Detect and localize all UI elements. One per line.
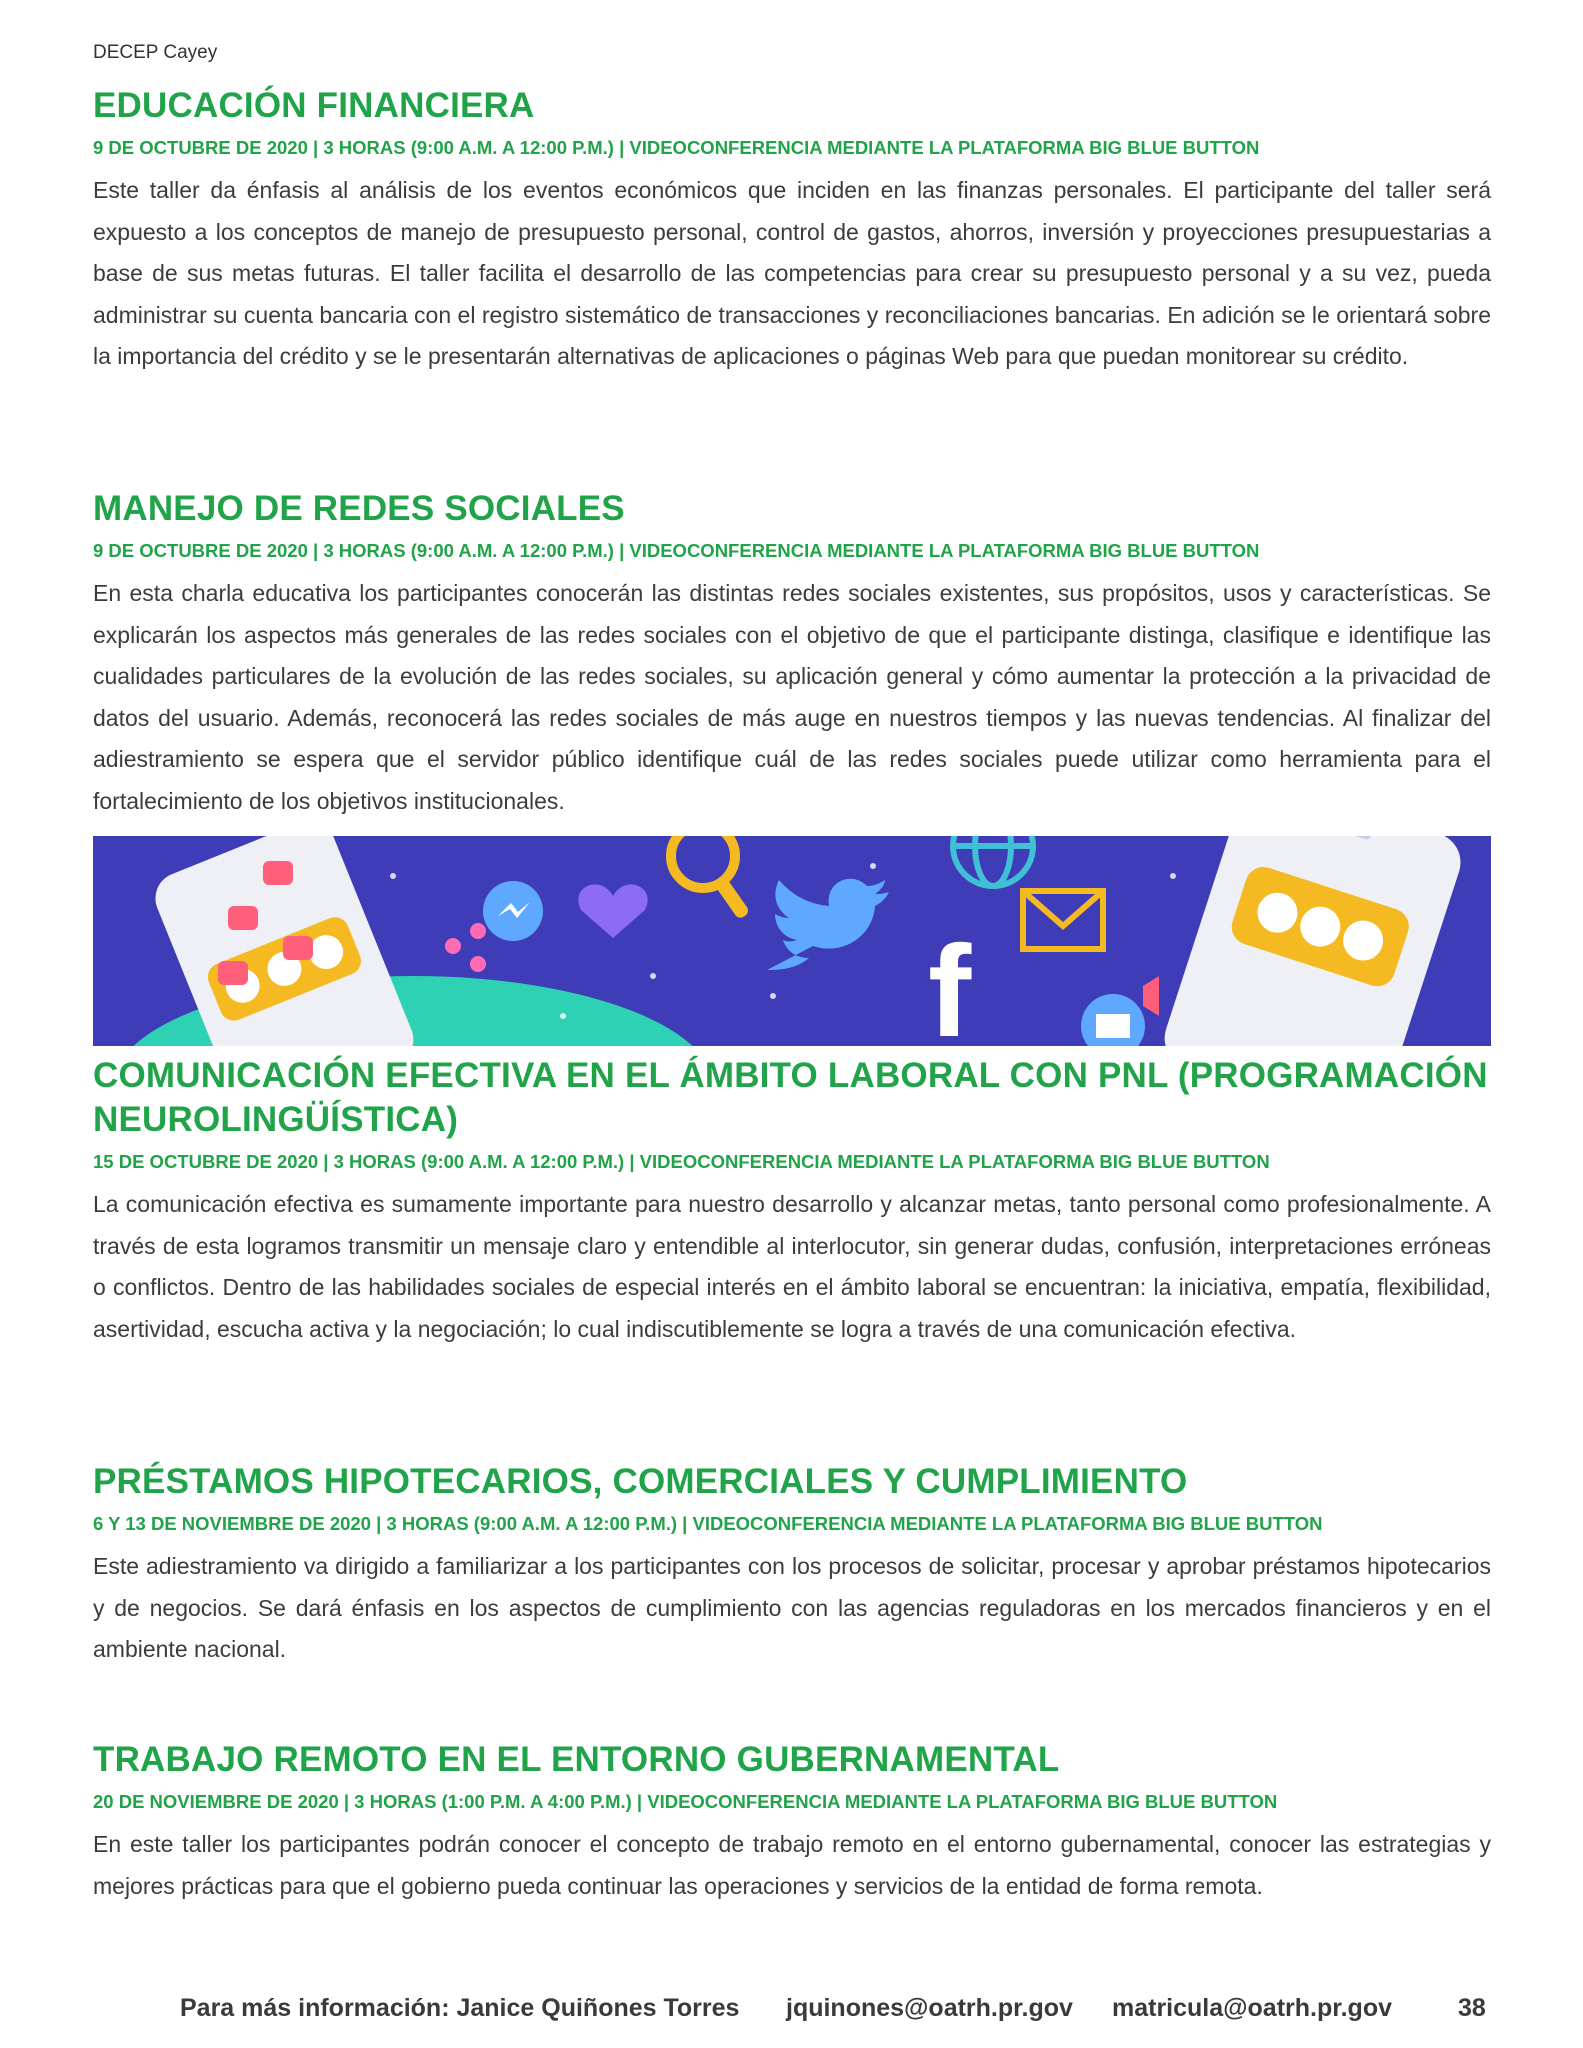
section-prestamos-hipotecarios (93, 1460, 1491, 1671)
social-media-illustration (93, 836, 1491, 1046)
section-trabajo-remoto (93, 1738, 1491, 1907)
footer-email-jquinones[interactable]: jquinones@oatrh.pr.gov (786, 1994, 1073, 2022)
section-meta: 9 DE OCTUBRE DE 2020 | 3 HORAS (9:00 A.M. A 12:00 P.M.) | VIDEOCONFERENCIA MEDIANTE LA PLATAFORMA BIG BLUE BUTTON (93, 137, 1260, 158)
header-label: DECEP Cayey (93, 42, 218, 63)
section-manejo-redes-sociales (93, 487, 1491, 822)
section-title: TRABAJO REMOTO EN EL ENTORNO GUBERNAMENTAL (93, 1740, 1060, 1779)
section-body: Este adiestramiento va dirigido a familiarizar a los participantes con los procesos de solicitar, procesar y aprobar préstamos hipotecarios y de negocios. Se dará énfasis en los aspectos de cumplimiento con las agencias reguladoras en los mercados financieros y en el ambiente nacional. (93, 1553, 1491, 1662)
section-body: En esta charla educativa los participantes conocerán las distintas redes sociales existentes, sus propósitos, usos y características. Se explicarán los aspectos más generales de las redes sociales con el objetivo de que el participante distinga, clasifique e identifique las cualidades particulares de la evolución de las redes sociales, su aplicación general y cómo aumentar la protección a la privacidad de datos del usuario. Además, reconocerá las redes sociales de más auge en nuestros tiempos y las nuevas tendencias. Al finalizar del adiestramiento se espera que el servidor público identifique cuál de las redes sociales puede utilizar como herramienta para el fortalecimiento de los objetivos institucionales. (93, 580, 1491, 814)
section-comunicacion-efectiva (93, 1054, 1491, 1350)
section-body: La comunicación efectiva es sumamente importante para nuestro desarrollo y alcanzar metas, tanto personal como profesionalmente. A través de esta logramos transmitir un mensaje claro y entendible al interlocutor, sin generar dudas, confusión, interpretaciones erróneas o conflictos. Dentro de las habilidades sociales de especial interés en el ámbito laboral se encuentran: la iniciativa, empatía, flexibilidad, asertividad, escucha activa y la negociación; lo cual indiscutiblemente se logra a través de una comunicación efectiva. (93, 1191, 1491, 1342)
footer-email-matricula[interactable]: matricula@oatrh.pr.gov (1112, 1994, 1392, 2022)
section-title: MANEJO DE REDES SOCIALES (93, 489, 625, 528)
section-body: En este taller los participantes podrán conocer el concepto de trabajo remoto en el entorno gubernamental, conocer las estrategias y mejores prácticas para que el gobierno pueda continuar las operaciones y servicios de la entidad de forma remota. (93, 1831, 1491, 1899)
section-title: EDUCACIÓN FINANCIERA (93, 86, 535, 125)
section-body: Este taller da énfasis al análisis de los eventos económicos que inciden en las finanzas personales. El participante del taller será expuesto a los conceptos de manejo de presupuesto personal, control de gastos, ahorros, inversión y proyecciones presupuestarias a base de sus metas futuras. El taller facilita el desarrollo de las competencias para crear su presupuesto personal y a su vez, pueda administrar su cuenta bancaria con el registro sistemático de transacciones y reconciliaciones bancarias. En adición se le orientará sobre la importancia del crédito y se le presentarán alternativas de aplicaciones o páginas Web para que puedan monitorear su crédito. (93, 177, 1491, 369)
section-educacion-financiera (93, 84, 1491, 378)
page-number: 38 (1458, 1994, 1486, 2022)
section-meta: 9 DE OCTUBRE DE 2020 | 3 HORAS (9:00 A.M. A 12:00 P.M.) | VIDEOCONFERENCIA MEDIANTE LA PLATAFORMA BIG BLUE BUTTON (93, 540, 1260, 561)
section-meta: 6 Y 13 DE NOVIEMBRE DE 2020 | 3 HORAS (9:00 A.M. A 12:00 P.M.) | VIDEOCONFERENCIA MEDIANTE LA PLATAFORMA BIG BLUE BUTTON (93, 1513, 1323, 1534)
social-media-banner (93, 836, 1491, 1046)
footer (0, 1994, 1583, 2034)
section-title: COMUNICACIÓN EFECTIVA EN EL ÁMBITO LABORAL CON PNL (PROGRAMACIÓN NEUROLINGÜÍSTICA) (93, 1056, 1488, 1139)
section-meta: 20 DE NOVIEMBRE DE 2020 | 3 HORAS (1:00 P.M. A 4:00 P.M.) | VIDEOCONFERENCIA MEDIANTE LA PLATAFORMA BIG BLUE BUTTON (93, 1791, 1278, 1812)
section-meta: 15 DE OCTUBRE DE 2020 | 3 HORAS (9:00 A.M. A 12:00 P.M.) | VIDEOCONFERENCIA MEDIANTE LA PLATAFORMA BIG BLUE BUTTON (93, 1151, 1270, 1172)
footer-contact: Para más información: Janice Quiñones Torres (180, 1994, 740, 2022)
section-title: PRÉSTAMOS HIPOTECARIOS, COMERCIALES Y CUMPLIMIENTO (93, 1462, 1188, 1501)
facebook-icon: f (928, 918, 972, 1046)
